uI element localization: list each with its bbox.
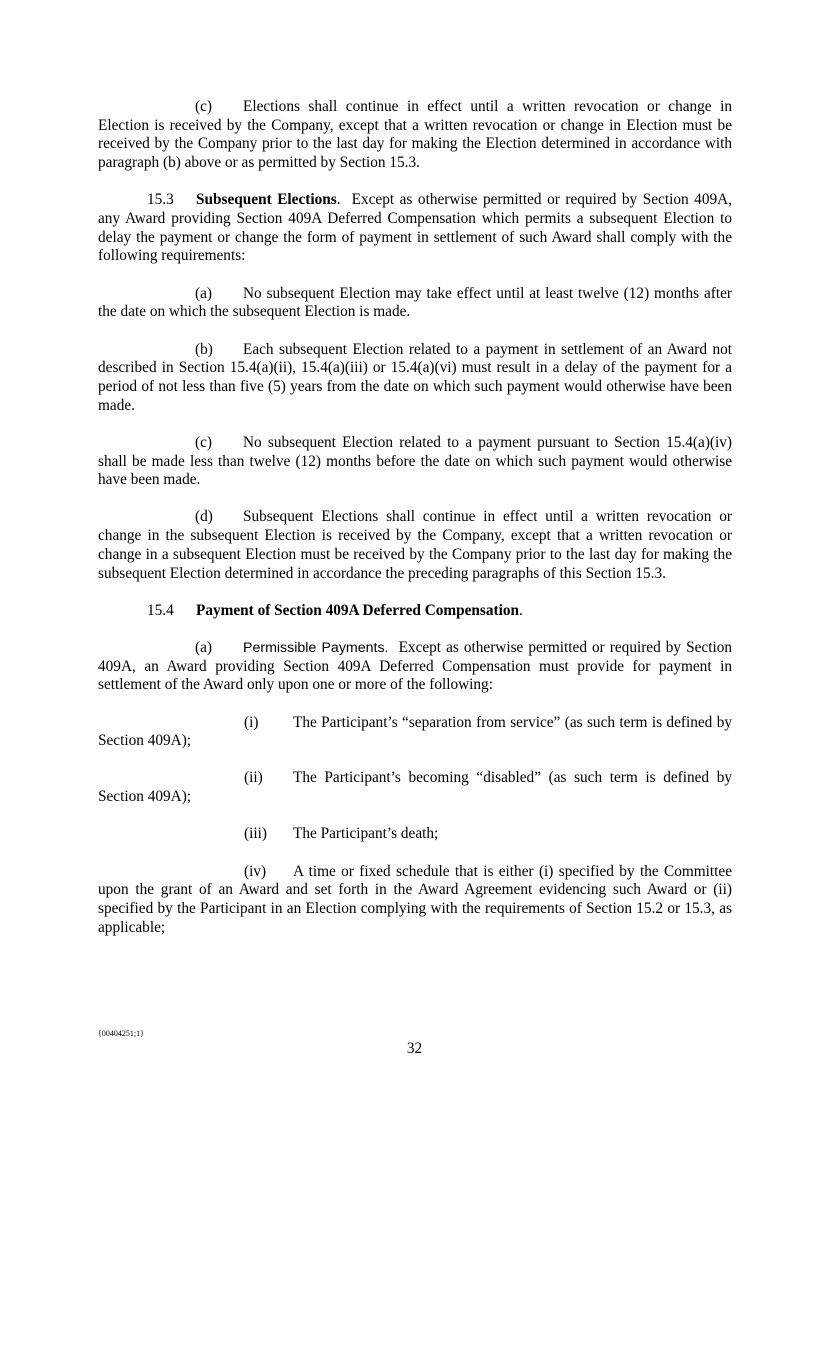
document-page <box>98 98 732 956</box>
paragraph-text: The Participant’s “separation from service” (as such term is defined by Section 409A); <box>98 713 732 750</box>
paragraph-text: Except as otherwise permitted or required by Section 409A, any Award providing Section 409A Deferred Compensation which permits a subsequent Election to delay the payment or change the form of payment in settlement of such Award shall comply with the following requirements: <box>98 191 732 265</box>
document-id: {00404251;1} <box>98 1029 144 1038</box>
item-label: (c) <box>195 433 212 451</box>
paragraph-text: No subsequent Election may take effect until at least twelve (12) months after the date on which the subsequent Election is made. <box>98 284 732 321</box>
heading-punctuation: . <box>519 601 523 619</box>
page-number: 32 <box>406 1040 423 1057</box>
item-label: (ii) <box>244 769 263 787</box>
subsection-heading: Permissible Payments. <box>243 639 389 656</box>
item-label: (d) <box>195 508 213 526</box>
section-heading: Subsequent Elections <box>196 191 337 209</box>
section-heading: Payment of Section 409A Deferred Compensation <box>196 601 520 619</box>
paragraph-15-4-a-i <box>98 714 732 751</box>
item-label: (iv) <box>244 862 267 880</box>
paragraph-15-3-c <box>98 434 732 490</box>
heading-punctuation: . <box>336 191 341 209</box>
paragraph-text: No subsequent Election related to a payment pursuant to Section 15.4(a)(iv) shall be made less than twelve (12) months before the date on which such payment would otherwise have been made. <box>98 433 732 489</box>
paragraph-text: Elections shall continue in effect until a written revocation or change in Election is received by the Company, except that a written revocation or change in Election must be received by the Company prior to the last day for making the Election determined in accordance with paragraph (b) above or as permitted by Section 15.3. <box>98 98 732 172</box>
paragraph-15-3-d <box>98 508 732 583</box>
item-label: (a) <box>195 284 212 302</box>
paragraph-text: Each subsequent Election related to a payment in settlement of an Award not described in Section 15.4(a)(ii), 15.4(a)(iii) or 15.4(a)(vi) must result in a delay of the payment for a period of not less than five (5) years from the date on which such payment would otherwise have been made. <box>98 340 732 414</box>
paragraph-text: A time or fixed schedule that is either (i) specified by the Committee upon the grant of an Award and set forth in the Award Agreement evidencing such Award or (ii) specified by the Participant in an Election complying with the requirements of Section 15.2 or 15.3, as applicable; <box>98 862 732 936</box>
section-15-4 <box>98 602 732 621</box>
paragraph-15-3-a <box>98 285 732 322</box>
paragraph-text: Subsequent Elections shall continue in effect until a written revocation or change in the subsequent Election is received by the Company, except that a written revocation or change in a subsequent Election must be received by the Company prior to the last day for making the subsequent Election determined in accordance the preceding paragraphs of this Section 15.3. <box>98 508 732 582</box>
item-label: (b) <box>195 340 213 358</box>
paragraph-15-4-a <box>98 639 732 695</box>
item-label: (iii) <box>244 825 267 843</box>
paragraph-15-3-b <box>98 341 732 416</box>
paragraph-text: The Participant’s becoming “disabled” (as such term is defined by Section 409A); <box>98 769 732 806</box>
section-number: 15.4 <box>147 601 174 619</box>
item-label: (a) <box>195 638 212 656</box>
section-15-3 <box>98 191 732 266</box>
paragraph-text: Except as otherwise permitted or required by Section 409A, an Award providing Section 409A Deferred Compensation must provide for payment in settlement of the Award only upon one or more of the following: <box>98 638 732 694</box>
paragraph-15-4-a-iv <box>98 863 732 938</box>
item-label: (c) <box>195 98 212 115</box>
section-number: 15.3 <box>147 191 174 209</box>
paragraph-15-2-c <box>98 98 732 173</box>
item-label: (i) <box>244 713 259 731</box>
paragraph-text: The Participant’s death; <box>293 825 439 843</box>
paragraph-15-4-a-iii <box>98 825 732 844</box>
paragraph-15-4-a-ii <box>98 769 732 806</box>
